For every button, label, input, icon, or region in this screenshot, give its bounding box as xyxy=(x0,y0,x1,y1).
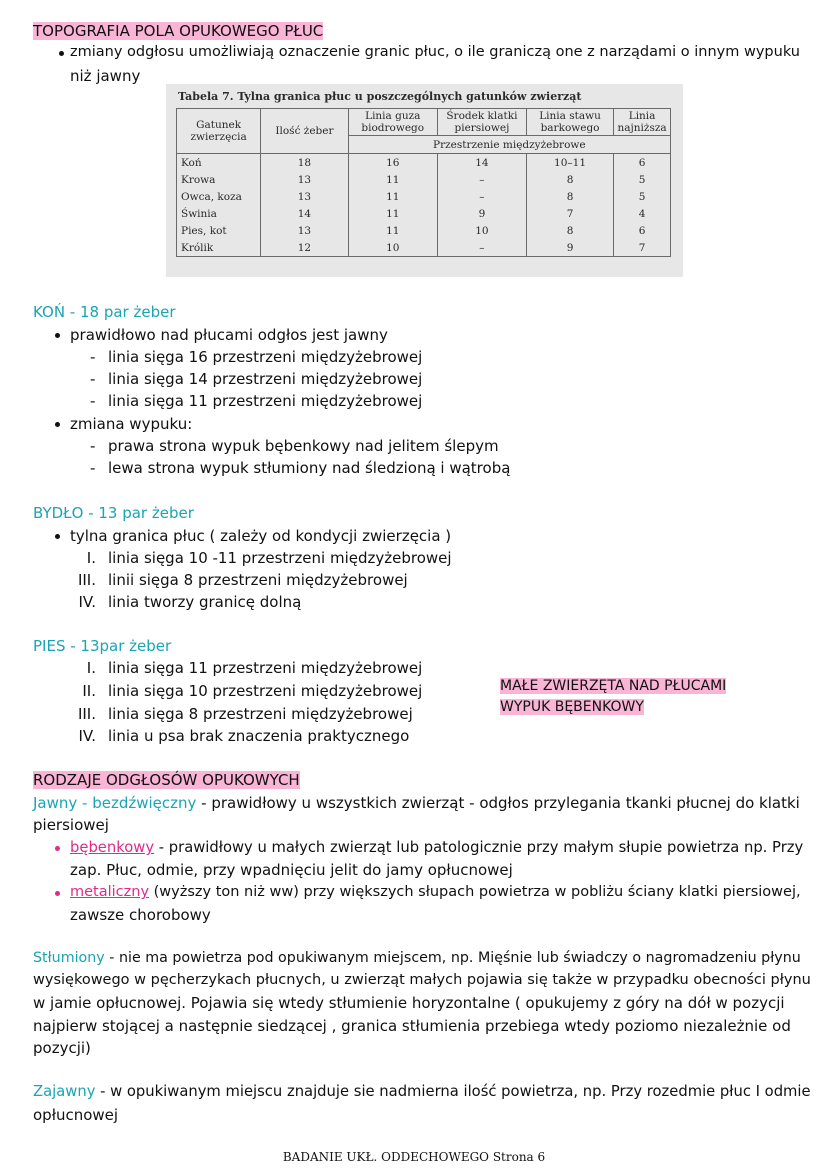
table-cell: 8 xyxy=(526,188,613,205)
roman-numeral: I. xyxy=(86,549,96,567)
zajawny-line1 xyxy=(33,1083,811,1100)
table-row xyxy=(177,188,671,205)
kon-bullet: zmiana wypuku: xyxy=(70,415,193,433)
table-cell: Koń xyxy=(177,154,261,172)
table-cell: 5 xyxy=(614,171,671,188)
pies-item: linia sięga 10 przestrzeni międzyżebrowej xyxy=(108,682,423,700)
table-cell: 10 xyxy=(437,222,526,239)
dash: - xyxy=(90,370,96,388)
kon-dash-item: prawa strona wypuk bębenkowy nad jelitem ślepym xyxy=(108,437,499,455)
table-header: Linia najniższa xyxy=(614,109,671,136)
table-cell: Pies, kot xyxy=(177,222,261,239)
table-cell: 11 xyxy=(348,205,437,222)
roman-numeral: IV. xyxy=(78,727,96,745)
term-jawny: Jawny - bezdźwięczny xyxy=(33,794,197,812)
stlumiony-line4: najpierw stojącej a następnie siedzącej , granica stłumienia przebiega wtedy poziomo niezależnie od xyxy=(33,1017,791,1035)
table-header: Gatunek zwierzęcia xyxy=(177,109,261,154)
table-cell: 11 xyxy=(348,171,437,188)
stlumiony-line5: pozycji) xyxy=(33,1039,91,1057)
table-cell: 16 xyxy=(348,154,437,172)
roman-numeral: I. xyxy=(86,659,96,677)
metaliczny-line2: zawsze chorobowy xyxy=(70,906,211,924)
stlumiony-desc: - nie ma powietrza pod opukiwanym miejscem, np. Mięśnie lub świadczy o nagromadzeniu płynu xyxy=(104,950,801,966)
term-metaliczny: metaliczny xyxy=(70,884,150,900)
section-title-topografia: TOPOGRAFIA POLA OPUKOWEGO PŁUC xyxy=(33,22,324,40)
bullet-dot xyxy=(55,891,60,896)
jawny-line2: piersiowej xyxy=(33,816,109,834)
table-cell: 14 xyxy=(437,154,526,172)
table-row xyxy=(177,239,671,257)
table-header: Linia guza biodrowego xyxy=(348,109,437,136)
table-cell: 9 xyxy=(437,205,526,222)
jawny-desc: - prawidłowy u wszystkich zwierząt - odgłos przylegania tkanki płucnej do klatki xyxy=(196,794,800,812)
table-cell: 4 xyxy=(614,205,671,222)
metaliczny-line1 xyxy=(70,884,801,900)
table-cell: – xyxy=(437,239,526,257)
kon-dash-item: lewa strona wypuk stłumiony nad śledzioną i wątrobą xyxy=(108,459,511,477)
topografia-bullet-line1: zmiany odgłosu umożliwiają oznaczenie granic płuc, o ile graniczą one z narządami o innym wypuku xyxy=(70,44,800,60)
term-bebenkowy: bębenkowy xyxy=(70,839,155,856)
table-subheader: Przestrzenie międzyżebrowe xyxy=(348,136,670,154)
table-cell: 8 xyxy=(526,171,613,188)
term-zajawny: Zajawny xyxy=(33,1083,96,1100)
table-header: Środek klatki piersiowej xyxy=(437,109,526,136)
table-row xyxy=(177,171,671,188)
pies-item: linia sięga 8 przestrzeni międzyżebrowej xyxy=(108,705,413,723)
bullet-dot xyxy=(59,51,64,56)
table-cell: 11 xyxy=(348,188,437,205)
highlight-note-line1: MAŁE ZWIERZĘTA NAD PŁUCAMI xyxy=(500,678,727,694)
kon-dash-item: linia sięga 11 przestrzeni międzyżebrowej xyxy=(108,392,423,410)
table-header: Ilość żeber xyxy=(261,109,348,154)
metaliczny-desc: (wyższy ton niż ww) przy większych słupach powietrza w pobliżu ściany klatki piersiowej, xyxy=(149,884,801,900)
roman-numeral: III. xyxy=(77,571,96,589)
dash: - xyxy=(90,437,96,455)
lung-boundary-table xyxy=(176,108,671,257)
table-cell: 7 xyxy=(526,205,613,222)
table-cell: Owca, koza xyxy=(177,188,261,205)
dash: - xyxy=(90,392,96,410)
table-cell: 18 xyxy=(261,154,348,172)
table-cell: 7 xyxy=(614,239,671,257)
table-cell: 11 xyxy=(348,222,437,239)
pies-item: linia sięga 11 przestrzeni międzyżebrowej xyxy=(108,659,423,677)
bydlo-item: linia tworzy granicę dolną xyxy=(108,593,302,611)
table-row xyxy=(177,205,671,222)
table-cell: 13 xyxy=(261,171,348,188)
table-header: Linia stawu barkowego xyxy=(526,109,613,136)
kon-bullet: prawidłowo nad płucami odgłos jest jawny xyxy=(70,326,388,344)
table-cell: 6 xyxy=(614,222,671,239)
table-cell: 8 xyxy=(526,222,613,239)
table-caption: Tabela 7. Tylna granica płuc u poszczególnych gatunków zwierząt xyxy=(178,90,582,103)
topografia-bullet-line2: niż jawny xyxy=(70,67,141,85)
table-cell: 10–11 xyxy=(526,154,613,172)
table-cell: – xyxy=(437,188,526,205)
kon-dash-item: linia sięga 16 przestrzeni międzyżebrowej xyxy=(108,348,423,366)
stlumiony-line3: w jamie opłucnowej. Pojawia się wtedy stłumienie horyzontalne ( opukujemy z góry na dół w pozycji xyxy=(33,994,785,1012)
table-cell: 13 xyxy=(261,188,348,205)
term-stlumiony: Stłumiony xyxy=(33,950,105,966)
table-cell: 13 xyxy=(261,222,348,239)
bullet-dot xyxy=(55,534,60,539)
lung-boundary-table-image xyxy=(166,84,683,277)
jawny-line1 xyxy=(33,794,800,812)
roman-numeral: IV. xyxy=(78,593,96,611)
table-cell: 14 xyxy=(261,205,348,222)
stlumiony-line1 xyxy=(33,950,801,966)
bebenkowy-line2: zap. Płuc, odmie, przy wpadnięciu jelit do jamy opłucnowej xyxy=(70,861,513,879)
table-cell: Świnia xyxy=(177,205,261,222)
pies-heading: PIES - 13par żeber xyxy=(33,637,172,655)
bullet-dot xyxy=(55,333,60,338)
kon-dash-item: linia sięga 14 przestrzeni międzyżebrowej xyxy=(108,370,423,388)
dash: - xyxy=(90,348,96,366)
dash: - xyxy=(90,459,96,477)
bydlo-item: linii sięga 8 przestrzeni międzyżebrowej xyxy=(108,571,408,589)
stlumiony-line2: wysiękowego w pęcherzykach płucnych, u zwierząt małych pojawia się także w przypadku obecności płynu xyxy=(33,972,811,988)
bebenkowy-desc: - prawidłowy u małych zwierząt lub patologicznie przy małym słupie powietrza np. Przy xyxy=(154,839,804,856)
table-cell: 12 xyxy=(261,239,348,257)
bullet-dot xyxy=(55,846,60,851)
table-cell: 9 xyxy=(526,239,613,257)
kon-heading: KOŃ - 18 par żeber xyxy=(33,303,176,321)
table-cell: 5 xyxy=(614,188,671,205)
bullet-dot xyxy=(55,422,60,427)
table-cell: Królik xyxy=(177,239,261,257)
table-cell: 10 xyxy=(348,239,437,257)
bydlo-item: linia sięga 10 -11 przestrzeni międzyżebrowej xyxy=(108,549,452,567)
table-row xyxy=(177,222,671,239)
page-footer: BADANIE UKŁ. ODDECHOWEGO Strona 6 xyxy=(282,1150,546,1164)
zajawny-desc: - w opukiwanym miejscu znajduje sie nadmierna ilość powietrza, np. Przy rozedmie płuc I odmie xyxy=(95,1083,811,1100)
bydlo-heading: BYDŁO - 13 par żeber xyxy=(33,504,194,522)
section-title-rodzaje: RODZAJE ODGŁOSÓW OPUKOWYCH xyxy=(33,771,300,789)
table-cell: – xyxy=(437,171,526,188)
table-cell: Krowa xyxy=(177,171,261,188)
bebenkowy-line1 xyxy=(70,839,803,856)
table-cell: 6 xyxy=(614,154,671,172)
bydlo-bullet: tylna granica płuc ( zależy od kondycji zwierzęcia ) xyxy=(70,527,452,545)
table-row xyxy=(177,154,671,172)
zajawny-line2: opłucnowej xyxy=(33,1106,119,1124)
pies-item: linia u psa brak znaczenia praktycznego xyxy=(108,727,410,745)
highlight-note-line2: WYPUK BĘBENKOWY xyxy=(500,699,644,715)
roman-numeral: III. xyxy=(77,705,96,723)
roman-numeral: II. xyxy=(82,682,96,700)
